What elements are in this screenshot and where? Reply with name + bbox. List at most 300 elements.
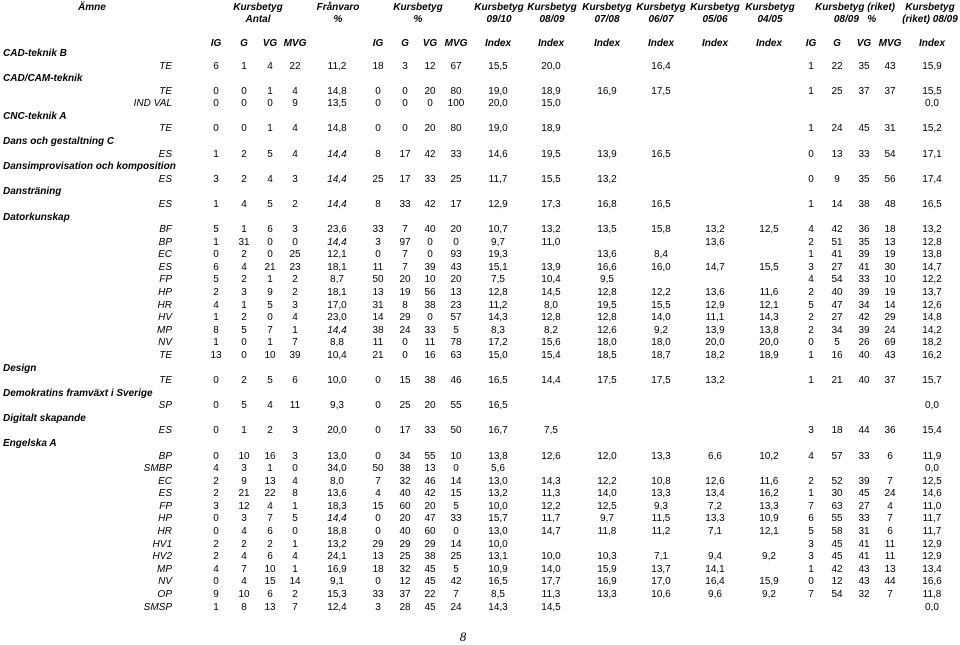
table-row xyxy=(0,551,960,563)
table-cell: 16,5 xyxy=(488,375,508,386)
group-label: Datorkunskap xyxy=(3,212,70,223)
table-cell: 2 xyxy=(808,237,814,248)
table-cell: 5 xyxy=(453,501,459,512)
table-cell: 7 xyxy=(887,513,893,524)
table-cell: 9 xyxy=(241,476,247,487)
table-cell: 33 xyxy=(450,513,462,524)
table-cell: 5 xyxy=(453,325,459,336)
row-code: HP xyxy=(158,287,172,298)
table-cell: 7,2 xyxy=(708,501,722,512)
table-cell: 39 xyxy=(424,262,436,273)
table-cell: 38 xyxy=(372,325,384,336)
table-cell: 15,6 xyxy=(541,337,561,348)
subheader-cell: Index xyxy=(484,38,512,49)
table-cell: 19,0 xyxy=(488,123,508,134)
table-cell: 9 xyxy=(213,589,219,600)
table-cell: 1 xyxy=(292,325,298,336)
table-cell: 15,9 xyxy=(597,564,617,575)
table-cell: 0 xyxy=(213,98,219,109)
table-cell: 7,5 xyxy=(491,274,505,285)
table-row xyxy=(0,350,960,362)
table-row xyxy=(0,123,960,135)
table-cell: 0,0 xyxy=(925,98,939,109)
table-cell: 17 xyxy=(399,425,411,436)
table-cell: 0 xyxy=(402,86,408,97)
table-cell: 12,2 xyxy=(651,287,671,298)
table-cell: 16,9 xyxy=(327,564,347,575)
table-cell: 41 xyxy=(858,551,870,562)
table-cell: 6 xyxy=(292,375,298,386)
table-cell: 19 xyxy=(884,249,896,260)
table-cell: 19,5 xyxy=(541,149,561,160)
table-cell: 29 xyxy=(424,539,436,550)
table-cell: 4 xyxy=(267,61,273,72)
table-cell: 12,8 xyxy=(922,237,942,248)
table-cell: 33 xyxy=(858,451,870,462)
table-cell: 13,3 xyxy=(651,488,671,499)
table-cell: 9,1 xyxy=(330,576,344,587)
table-cell: 1 xyxy=(213,199,219,210)
table-cell: 57 xyxy=(450,312,462,323)
table-cell: 13,6 xyxy=(597,249,617,260)
table-cell: 28 xyxy=(399,602,411,613)
table-cell: 19 xyxy=(884,287,896,298)
table-cell: 1 xyxy=(292,564,298,575)
table-cell: 15 xyxy=(264,576,276,587)
table-cell: 15,5 xyxy=(759,262,779,273)
table-cell: 39 xyxy=(858,287,870,298)
table-cell: 0 xyxy=(808,174,814,185)
table-row xyxy=(0,237,960,249)
table-cell: 21 xyxy=(372,350,384,361)
group-label: Dansimprovisation och komposition xyxy=(3,161,176,172)
table-cell: 37 xyxy=(884,86,896,97)
table-cell: 12,4 xyxy=(327,602,347,613)
table-cell: 45 xyxy=(858,123,870,134)
table-cell: 37 xyxy=(858,86,870,97)
table-cell: 12,2 xyxy=(541,501,561,512)
table-cell: 14,4 xyxy=(327,149,347,160)
table-cell: 0 xyxy=(241,350,247,361)
table-cell: 3 xyxy=(402,61,408,72)
group-label: Dansträning xyxy=(3,186,62,197)
table-cell: 0 xyxy=(375,375,381,386)
table-cell: 34 xyxy=(399,451,411,462)
table-cell: 20,0 xyxy=(705,337,725,348)
table-cell: 14 xyxy=(450,476,462,487)
table-cell: 10 xyxy=(264,350,276,361)
table-cell: 11,8 xyxy=(922,589,942,600)
table-row xyxy=(0,375,960,387)
table-cell: 0 xyxy=(402,123,408,134)
table-cell: 11,1 xyxy=(705,312,725,323)
table-cell: 18 xyxy=(372,564,384,575)
table-cell: 29 xyxy=(884,312,896,323)
table-cell: 4 xyxy=(213,463,219,474)
table-cell: 11 xyxy=(424,337,436,348)
table-cell: 6,6 xyxy=(708,451,722,462)
table-cell: 14,5 xyxy=(541,287,561,298)
table-cell: 10 xyxy=(238,589,250,600)
table-cell: 13 xyxy=(372,287,384,298)
table-cell: 27 xyxy=(831,262,843,273)
table-cell: 14 xyxy=(289,576,301,587)
table-cell: 6 xyxy=(267,224,273,235)
table-cell: 42 xyxy=(858,312,870,323)
table-cell: 0 xyxy=(808,149,814,160)
table-cell: 15,5 xyxy=(922,86,942,97)
table-cell: 17 xyxy=(399,149,411,160)
table-cell: 0 xyxy=(213,526,219,537)
table-cell: 7 xyxy=(887,589,893,600)
table-cell: 3 xyxy=(808,425,814,436)
table-cell: 43 xyxy=(884,350,896,361)
table-cell: 0 xyxy=(453,463,459,474)
table-cell: 43 xyxy=(858,576,870,587)
table-row xyxy=(0,576,960,588)
table-cell: 8,8 xyxy=(330,337,344,348)
table-row xyxy=(0,501,960,513)
table-cell: 14,7 xyxy=(541,526,561,537)
table-cell: 4 xyxy=(241,526,247,537)
table-cell: 0 xyxy=(213,576,219,587)
table-cell: 2 xyxy=(241,274,247,285)
table-cell: 33 xyxy=(424,174,436,185)
subheader-cell: Index xyxy=(701,38,729,49)
table-cell: 14,2 xyxy=(922,325,942,336)
table-row xyxy=(0,526,960,538)
row-code: SP xyxy=(158,400,172,411)
table-cell: 33 xyxy=(858,274,870,285)
table-cell: 44 xyxy=(858,425,870,436)
table-cell: 40 xyxy=(424,224,436,235)
table-cell: 25 xyxy=(399,551,411,562)
table-cell: 22 xyxy=(831,61,843,72)
table-cell: 4 xyxy=(241,199,247,210)
table-cell: 51 xyxy=(831,237,843,248)
table-cell: 21 xyxy=(238,488,250,499)
table-cell: 19,5 xyxy=(597,300,617,311)
table-cell: 15 xyxy=(450,488,462,499)
table-cell: 18,9 xyxy=(759,350,779,361)
row-code: EC xyxy=(158,476,172,487)
table-cell: 0,0 xyxy=(925,400,939,411)
table-cell: 13,6 xyxy=(705,237,725,248)
table-cell: 14,7 xyxy=(705,262,725,273)
table-cell: 2 xyxy=(241,375,247,386)
table-cell: 11 xyxy=(372,337,384,348)
table-cell: 10,7 xyxy=(488,224,508,235)
table-cell: 33 xyxy=(424,325,436,336)
table-cell: 14,4 xyxy=(327,174,347,185)
row-code: MP xyxy=(157,325,172,336)
table-cell: 13,2 xyxy=(705,224,725,235)
table-cell: 3 xyxy=(241,513,247,524)
table-row xyxy=(0,287,960,299)
table-cell: 45 xyxy=(424,602,436,613)
table-cell: 15,5 xyxy=(541,174,561,185)
row-code: FP xyxy=(159,501,172,512)
table-cell: 13 xyxy=(424,463,436,474)
table-cell: 25 xyxy=(831,86,843,97)
table-cell: 12,2 xyxy=(922,274,942,285)
table-cell: 13,8 xyxy=(759,325,779,336)
table-cell: 10,0 xyxy=(327,375,347,386)
table-cell: 9,3 xyxy=(654,501,668,512)
table-cell: 55 xyxy=(450,400,462,411)
table-cell: 12,1 xyxy=(759,300,779,311)
table-cell: 56 xyxy=(884,174,896,185)
table-cell: 15,7 xyxy=(488,513,508,524)
table-cell: 15 xyxy=(372,501,384,512)
subheader-cell: IG xyxy=(805,38,817,49)
table-cell: 31 xyxy=(858,526,870,537)
table-cell: 42 xyxy=(424,488,436,499)
table-cell: 10,9 xyxy=(759,513,779,524)
table-cell: 9,3 xyxy=(330,400,344,411)
table-cell: 16,7 xyxy=(488,425,508,436)
table-row xyxy=(0,86,960,98)
table-cell: 67 xyxy=(450,61,462,72)
table-cell: 20 xyxy=(399,513,411,524)
table-cell: 0 xyxy=(292,237,298,248)
table-cell: 4 xyxy=(213,564,219,575)
table-cell: 7 xyxy=(808,589,814,600)
subheader-cell: G xyxy=(240,38,248,49)
table-cell: 13,5 xyxy=(597,224,617,235)
table-cell: 10 xyxy=(450,451,462,462)
table-cell: 0 xyxy=(402,337,408,348)
table-cell: 13,8 xyxy=(922,249,942,260)
table-cell: 17,7 xyxy=(541,576,561,587)
table-cell: 50 xyxy=(372,463,384,474)
row-code: BP xyxy=(158,451,172,462)
table-cell: 21 xyxy=(831,375,843,386)
table-cell: 20 xyxy=(424,400,436,411)
table-cell: 29 xyxy=(399,539,411,550)
table-cell: 22 xyxy=(264,488,276,499)
table-cell: 14 xyxy=(450,539,462,550)
table-row xyxy=(0,488,960,500)
row-code: HP xyxy=(158,513,172,524)
table-row xyxy=(0,463,960,475)
table-cell: 34 xyxy=(858,300,870,311)
table-cell: 80 xyxy=(450,123,462,134)
table-cell: 12,9 xyxy=(922,551,942,562)
table-cell: 1 xyxy=(267,274,273,285)
table-cell: 15,0 xyxy=(488,350,508,361)
group-label: CNC-teknik A xyxy=(3,111,67,122)
table-cell: 0 xyxy=(292,526,298,537)
table-cell: 23 xyxy=(450,300,462,311)
table-cell: 0 xyxy=(241,98,247,109)
table-row xyxy=(0,602,960,614)
table-cell: 11,2 xyxy=(327,61,347,72)
table-cell: 12,9 xyxy=(488,199,508,210)
table-row xyxy=(0,400,960,412)
table-cell: 10,0 xyxy=(541,551,561,562)
table-cell: 4 xyxy=(213,300,219,311)
group-label: CAD-teknik B xyxy=(3,48,67,59)
table-cell: 43 xyxy=(450,262,462,273)
table-cell: 11,7 xyxy=(922,526,942,537)
header-amne: Ämne xyxy=(78,2,106,13)
table-cell: 14,0 xyxy=(541,564,561,575)
header-year-0708: Kursbetyg 07/08 xyxy=(582,2,632,25)
row-code: TE xyxy=(159,86,172,97)
table-cell: 11,7 xyxy=(541,513,561,524)
table-cell: 0 xyxy=(808,576,814,587)
table-row xyxy=(0,325,960,337)
header-franvaro: Frånvaro % xyxy=(316,2,360,25)
table-cell: 2 xyxy=(808,476,814,487)
table-cell: 0 xyxy=(241,86,247,97)
table-cell: 1 xyxy=(213,237,219,248)
table-cell: 35 xyxy=(858,237,870,248)
table-cell: 3 xyxy=(375,237,381,248)
table-cell: 7 xyxy=(375,476,381,487)
table-cell: 5 xyxy=(267,300,273,311)
table-cell: 14,5 xyxy=(541,602,561,613)
table-cell: 16,5 xyxy=(488,576,508,587)
table-cell: 69 xyxy=(884,337,896,348)
table-cell: 8 xyxy=(213,325,219,336)
table-cell: 5 xyxy=(213,274,219,285)
table-cell: 13 xyxy=(884,564,896,575)
table-cell: 8 xyxy=(292,488,298,499)
table-cell: 13 xyxy=(372,551,384,562)
group-label: Digitalt skapande xyxy=(3,413,86,424)
table-cell: 15 xyxy=(399,375,411,386)
table-cell: 4 xyxy=(887,501,893,512)
table-cell: 19,3 xyxy=(488,249,508,260)
table-cell: 2 xyxy=(267,539,273,550)
row-code: IND VAL xyxy=(133,98,172,109)
table-cell: 17,0 xyxy=(327,300,347,311)
table-cell: 19,0 xyxy=(488,86,508,97)
table-cell: 54 xyxy=(884,149,896,160)
table-row xyxy=(0,539,960,551)
table-cell: 18,2 xyxy=(705,350,725,361)
table-cell: 97 xyxy=(399,237,411,248)
subheader-cell: MVG xyxy=(444,38,468,49)
table-cell: 32 xyxy=(399,564,411,575)
table-cell: 14,3 xyxy=(488,312,508,323)
table-cell: 0 xyxy=(213,375,219,386)
table-cell: 11,3 xyxy=(541,589,561,600)
table-cell: 0 xyxy=(267,312,273,323)
table-cell: 1 xyxy=(213,337,219,348)
table-cell: 9,4 xyxy=(708,551,722,562)
table-cell: 24 xyxy=(399,325,411,336)
subheader-cell: Index xyxy=(537,38,565,49)
row-code: ES xyxy=(158,425,172,436)
table-row xyxy=(0,451,960,463)
table-cell: 63 xyxy=(831,501,843,512)
row-code: HR xyxy=(157,526,172,537)
table-cell: 14,4 xyxy=(327,513,347,524)
table-cell: 7 xyxy=(267,325,273,336)
table-cell: 17,4 xyxy=(922,174,942,185)
table-cell: 7 xyxy=(292,337,298,348)
table-cell: 4 xyxy=(292,476,298,487)
table-cell: 0 xyxy=(427,249,433,260)
table-cell: 24 xyxy=(884,325,896,336)
table-cell: 36 xyxy=(858,224,870,235)
header-year-0506: Kursbetyg 05/06 xyxy=(690,2,740,25)
table-cell: 14,0 xyxy=(651,312,671,323)
table-cell: 13,9 xyxy=(597,149,617,160)
table-cell: 15,7 xyxy=(922,375,942,386)
table-cell: 13,2 xyxy=(597,174,617,185)
table-cell: 0 xyxy=(213,123,219,134)
table-row xyxy=(0,262,960,274)
table-cell: 21 xyxy=(264,262,276,273)
table-cell: 43 xyxy=(858,564,870,575)
table-cell: 14,7 xyxy=(922,262,942,273)
table-cell: 2 xyxy=(213,539,219,550)
table-cell: 14,4 xyxy=(327,199,347,210)
table-cell: 1 xyxy=(292,539,298,550)
table-cell: 1 xyxy=(241,61,247,72)
table-cell: 11,7 xyxy=(922,513,942,524)
table-cell: 18,9 xyxy=(541,123,561,134)
table-cell: 13,0 xyxy=(488,526,508,537)
table-cell: 13 xyxy=(884,237,896,248)
table-cell: 3 xyxy=(292,174,298,185)
table-row xyxy=(0,274,960,286)
table-cell: 35 xyxy=(858,61,870,72)
table-cell: 12,1 xyxy=(327,249,347,260)
table-cell: 27 xyxy=(858,501,870,512)
table-cell: 15,4 xyxy=(541,350,561,361)
table-cell: 0 xyxy=(375,425,381,436)
table-row xyxy=(0,564,960,576)
table-cell: 10 xyxy=(424,274,436,285)
table-cell: 13 xyxy=(831,149,843,160)
table-cell: 7 xyxy=(887,476,893,487)
table-cell: 14,8 xyxy=(327,86,347,97)
table-cell: 31 xyxy=(372,300,384,311)
group-label: Engelska A xyxy=(3,438,57,449)
table-cell: 13,5 xyxy=(327,98,347,109)
table-cell: 0 xyxy=(375,576,381,587)
row-code: BP xyxy=(158,237,172,248)
table-cell: 1 xyxy=(808,61,814,72)
table-cell: 4 xyxy=(375,488,381,499)
group-label: Demokratins framväxt i Sverige xyxy=(3,388,153,399)
table-cell: 7 xyxy=(402,262,408,273)
table-cell: 14,8 xyxy=(327,123,347,134)
table-cell: 16 xyxy=(831,350,843,361)
table-cell: 5 xyxy=(808,300,814,311)
table-cell: 42 xyxy=(831,224,843,235)
table-cell: 1 xyxy=(808,488,814,499)
table-cell: 38 xyxy=(424,300,436,311)
table-cell: 9 xyxy=(834,174,840,185)
table-cell: 10 xyxy=(884,274,896,285)
table-cell: 39 xyxy=(858,249,870,260)
table-cell: 17,5 xyxy=(597,375,617,386)
table-cell: 60 xyxy=(424,526,436,537)
table-cell: 6 xyxy=(267,589,273,600)
header-year-0405: Kursbetyg 04/05 xyxy=(745,2,795,25)
table-cell: 2 xyxy=(292,287,298,298)
group-label: Design xyxy=(3,363,37,374)
table-cell: 0 xyxy=(375,513,381,524)
table-cell: 0 xyxy=(427,98,433,109)
table-cell: 13,0 xyxy=(488,476,508,487)
